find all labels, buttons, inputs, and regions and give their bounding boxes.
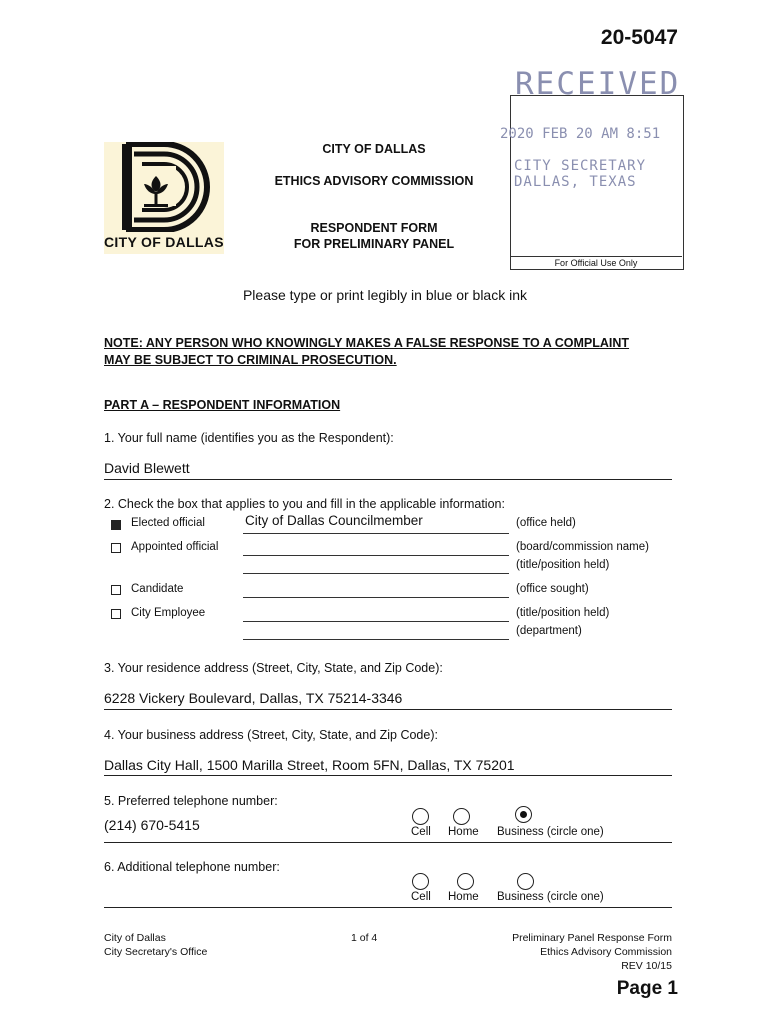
q1-label: 1. Your full name (identifies you as the Respondent): bbox=[104, 431, 394, 445]
city-employee-checkbox[interactable] bbox=[111, 609, 121, 619]
stamp-office: CITY SECRETARY bbox=[514, 158, 647, 174]
preferred-phone-underline bbox=[104, 842, 672, 843]
residence-address-field[interactable]: 6228 Vickery Boulevard, Dallas, TX 75214-3346 bbox=[104, 690, 403, 706]
q6-home-label: Home bbox=[448, 891, 479, 903]
document-number: 20-5047 bbox=[600, 26, 678, 49]
warning-note bbox=[104, 335, 684, 369]
appointed-title-field[interactable] bbox=[243, 573, 509, 574]
full-name-underline bbox=[104, 479, 672, 480]
q5-business-radio[interactable] bbox=[515, 806, 532, 823]
elected-official-checkbox[interactable] bbox=[111, 520, 121, 530]
office-held-hint: (office held) bbox=[516, 517, 576, 529]
part-a-title: PART A – RESPONDENT INFORMATION bbox=[104, 398, 341, 412]
office-sought-field[interactable] bbox=[243, 597, 509, 598]
city-employee-label: City Employee bbox=[131, 607, 206, 619]
q5-cell-label: Cell bbox=[411, 826, 431, 838]
office-sought-hint: (office sought) bbox=[516, 583, 589, 595]
residence-address-underline bbox=[104, 709, 672, 710]
q6-label: 6. Additional telephone number: bbox=[104, 860, 280, 874]
q5-business-selected-dot bbox=[520, 811, 527, 818]
q5-home-radio[interactable] bbox=[453, 808, 470, 825]
stamp-location: DALLAS, TEXAS bbox=[514, 174, 637, 190]
dallas-d-logo-icon bbox=[104, 142, 224, 232]
q5-home-label: Home bbox=[448, 826, 479, 838]
logo-caption: CITY OF DALLAS bbox=[104, 234, 224, 250]
form-title-line-1: RESPONDENT FORM bbox=[310, 221, 438, 235]
additional-phone-underline bbox=[104, 907, 672, 908]
office-held-line bbox=[243, 533, 509, 534]
elected-official-label: Elected official bbox=[131, 517, 205, 529]
department-hint: (department) bbox=[516, 625, 582, 637]
q5-cell-radio[interactable] bbox=[412, 808, 429, 825]
board-name-field[interactable] bbox=[243, 555, 509, 556]
q5-business-label: Business (circle one) bbox=[497, 826, 604, 838]
employee-title-field[interactable] bbox=[243, 621, 509, 622]
received-stamp: RECEIVED bbox=[515, 66, 681, 102]
appointed-official-checkbox[interactable] bbox=[111, 543, 121, 553]
candidate-label: Candidate bbox=[131, 583, 184, 595]
page-number: Page 1 bbox=[616, 978, 678, 999]
form-title-line-2: FOR PRELIMINARY PANEL bbox=[293, 237, 455, 251]
official-use-label: For Official Use Only bbox=[510, 256, 682, 270]
footer-revision: REV 10/15 bbox=[621, 960, 672, 972]
header-commission: ETHICS ADVISORY COMMISSION bbox=[274, 174, 474, 188]
footer-city: City of Dallas bbox=[104, 932, 166, 944]
footer-page-count: 1 of 4 bbox=[351, 932, 378, 944]
warning-note-line-1: NOTE: ANY PERSON WHO KNOWINGLY MAKES A FALSE RESPONSE TO A COMPLAINT bbox=[104, 336, 630, 350]
q6-cell-label: Cell bbox=[411, 891, 431, 903]
q6-business-radio[interactable] bbox=[517, 873, 534, 890]
business-address-field[interactable]: Dallas City Hall, 1500 Marilla Street, Room 5FN, Dallas, TX 75201 bbox=[104, 757, 515, 773]
employee-title-hint: (title/position held) bbox=[516, 607, 610, 619]
business-address-underline bbox=[104, 775, 672, 776]
q4-label: 4. Your business address (Street, City, State, and Zip Code): bbox=[104, 728, 438, 742]
preferred-phone-field[interactable]: (214) 670-5415 bbox=[104, 817, 200, 833]
department-field[interactable] bbox=[243, 639, 509, 640]
header-city: CITY OF DALLAS bbox=[322, 142, 426, 156]
q6-business-label: Business (circle one) bbox=[497, 891, 604, 903]
stamp-date: 2020 FEB 20 AM 8:51 bbox=[500, 126, 661, 142]
appointed-official-label: Appointed official bbox=[131, 541, 219, 553]
warning-note-line-2: MAY BE SUBJECT TO CRIMINAL PROSECUTION. bbox=[104, 353, 397, 367]
instruction-text: Please type or print legibly in blue or black ink bbox=[242, 287, 528, 303]
q2-label: 2. Check the box that applies to you and fill in the applicable information: bbox=[104, 497, 505, 511]
q3-label: 3. Your residence address (Street, City, State, and Zip Code): bbox=[104, 661, 443, 675]
footer-office: City Secretary's Office bbox=[104, 946, 208, 958]
footer-right bbox=[512, 931, 672, 973]
board-name-hint: (board/commission name) bbox=[516, 541, 649, 553]
q6-cell-radio[interactable] bbox=[412, 873, 429, 890]
office-held-field[interactable]: City of Dallas Councilmember bbox=[245, 513, 423, 528]
candidate-checkbox[interactable] bbox=[111, 585, 121, 595]
footer-form-name: Preliminary Panel Response Form bbox=[512, 932, 672, 944]
footer-commission: Ethics Advisory Commission bbox=[540, 946, 672, 958]
appointed-title-hint: (title/position held) bbox=[516, 559, 610, 571]
footer-left bbox=[104, 931, 207, 959]
full-name-field[interactable]: David Blewett bbox=[104, 460, 190, 476]
q5-label: 5. Preferred telephone number: bbox=[104, 794, 278, 808]
q6-home-radio[interactable] bbox=[457, 873, 474, 890]
